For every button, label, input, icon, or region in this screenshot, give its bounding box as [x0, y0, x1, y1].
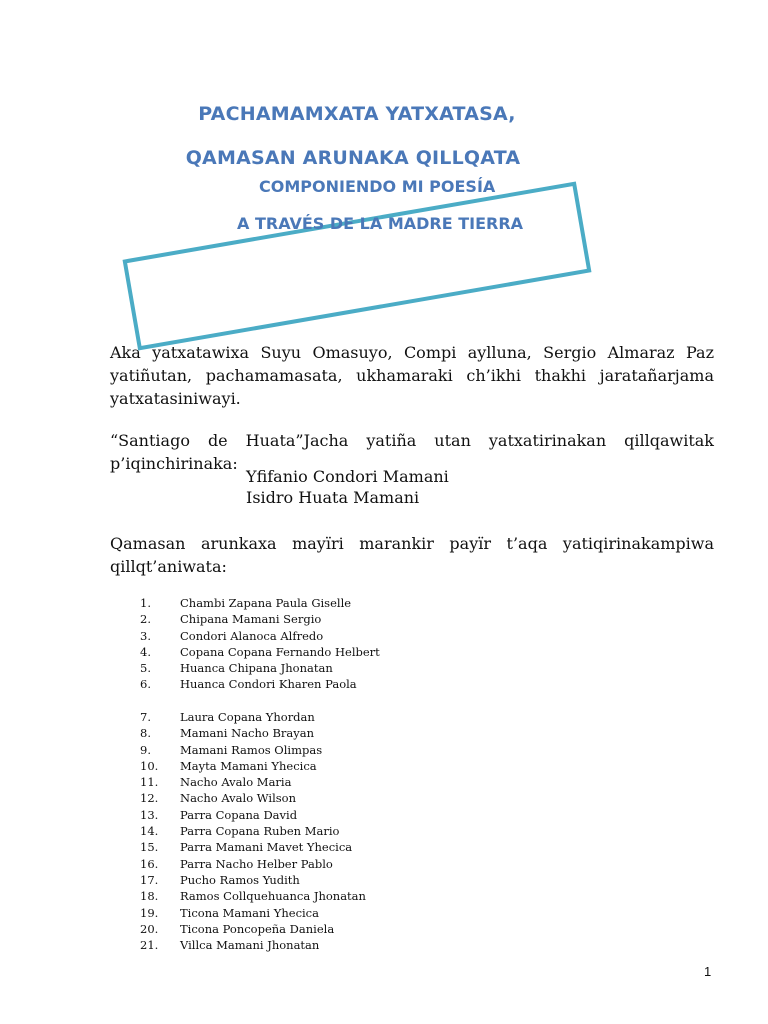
list-number: 19. — [140, 905, 159, 920]
student-name: Parra Nacho Helber Pablo — [180, 856, 333, 871]
list-item — [140, 742, 366, 758]
list-item — [140, 921, 366, 937]
student-list-1 — [140, 595, 380, 693]
student-name: Parra Copana Ruben Mario — [180, 824, 340, 839]
list-item — [140, 644, 380, 660]
list-item — [140, 628, 380, 644]
student-name: Condori Alanoca Alfredo — [180, 628, 324, 643]
list-item — [140, 676, 380, 692]
title-line-2: QAMASAN ARUNAKA QILLQATA — [185, 147, 521, 169]
list-number: 7. — [140, 710, 151, 724]
list-item — [140, 709, 366, 725]
student-name: Huanca Chipana Jhonatan — [180, 661, 333, 676]
list-item — [140, 774, 366, 790]
list-number: 2. — [140, 612, 151, 627]
page-number: 1 — [704, 964, 712, 979]
list-number: 1. — [140, 596, 151, 610]
student-name: Parra Copana David — [180, 807, 298, 822]
student-name: Mamani Nacho Brayan — [180, 726, 315, 741]
student-name: Villca Mamani Jhonatan — [180, 938, 320, 953]
list-number: 4. — [140, 644, 151, 659]
student-name: Nacho Avalo Maria — [180, 775, 292, 790]
intro-paragraph: Aka yatxatawixa Suyu Omasuyo, Compi aylluna, Sergio Almaraz Paz yatiñutan, pachamamasata, ukhamaraki ch’ikhi thakhi jaratañarjama yatxatasiniwayi. — [110, 343, 714, 408]
list-number: 13. — [140, 807, 159, 822]
student-list-2 — [140, 709, 366, 953]
student-name: Chipana Mamani Sergio — [180, 612, 322, 627]
student-name: Copana Copana Fernando Helbert — [180, 644, 380, 659]
teacher-name: Yfifanio Condori Mamani — [246, 467, 449, 486]
list-number: 15. — [140, 840, 159, 855]
student-name: Parra Mamani Mavet Yhecica — [180, 840, 353, 855]
student-name: Laura Copana Yhordan — [180, 710, 315, 724]
subtitle-line-1: COMPONIENDO MI POESÍA — [259, 177, 496, 196]
list-number: 5. — [140, 661, 151, 676]
list-number: 9. — [140, 742, 151, 757]
list-item — [140, 872, 366, 888]
student-name: Ticona Poncopeña Daniela — [180, 921, 335, 936]
list-number: 12. — [140, 791, 159, 806]
list-number: 16. — [140, 856, 159, 871]
student-name: Ticona Mamani Yhecica — [180, 905, 319, 920]
student-name: Pucho Ramos Yudith — [180, 872, 300, 887]
teachers-intro: “Santiago de Huata”Jacha yatiña utan yatxatirinakan qillqawitak p’iqinchirinaka: — [110, 431, 714, 473]
list-number: 21. — [140, 938, 159, 953]
list-item — [140, 790, 366, 806]
rotated-frame — [123, 182, 592, 351]
student-name: Huanca Condori Kharen Paola — [180, 677, 357, 692]
list-item — [140, 839, 366, 855]
list-number: 3. — [140, 628, 151, 643]
list-number: 18. — [140, 889, 159, 904]
list-item — [140, 807, 366, 823]
list-number: 10. — [140, 758, 159, 773]
list-item — [140, 758, 366, 774]
list-item — [140, 611, 380, 627]
title-line-1: PACHAMAMXATA YATXATASA, — [198, 103, 516, 125]
list-item — [140, 888, 366, 904]
list-item — [140, 937, 366, 953]
list-number: 11. — [140, 775, 159, 790]
students-intro: Qamasan arunkaxa mayïri marankir payïr t’aqa yatiqirinakampiwa qillqt’aniwata: — [110, 534, 714, 576]
student-name: Ramos Collquehuanca Jhonatan — [180, 889, 366, 904]
subtitle-line-2: A TRAVÉS DE LA MADRE TIERRA — [237, 214, 524, 233]
list-item — [140, 823, 366, 839]
list-number: 17. — [140, 872, 159, 887]
student-name: Chambi Zapana Paula Giselle — [180, 596, 352, 610]
student-name: Nacho Avalo Wilson — [180, 791, 296, 806]
list-number: 8. — [140, 726, 151, 741]
teacher-name: Isidro Huata Mamani — [246, 488, 420, 507]
list-number: 14. — [140, 824, 159, 839]
list-number: 6. — [140, 677, 151, 692]
list-item — [140, 725, 366, 741]
student-name: Mayta Mamani Yhecica — [180, 758, 317, 773]
list-item — [140, 856, 366, 872]
list-item — [140, 595, 380, 611]
list-item — [140, 660, 380, 676]
list-number: 20. — [140, 921, 159, 936]
student-name: Mamani Ramos Olimpas — [180, 742, 323, 757]
list-item — [140, 905, 366, 921]
